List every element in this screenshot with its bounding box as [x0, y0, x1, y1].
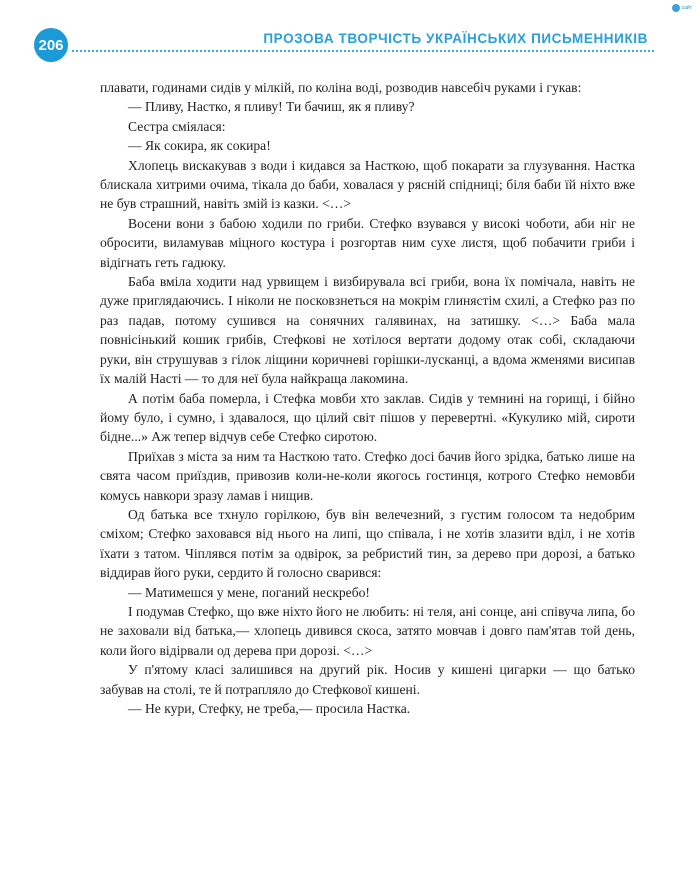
- paragraph: — Як сокира, як сокира!: [128, 138, 271, 154]
- header-dotted-divider: [72, 50, 654, 52]
- paragraph: Восени вони з бабою ходили по гриби. Стефко взувався у високі чоботи, аби ніг не обросити, виламував міцного костура і розгортав ним сухе листя, щоб побачити гриби і відігнать геть гадюку.: [100, 215, 635, 270]
- paragraph: А потім баба померла, і Стефка мовби хто заклав. Сидів у темнині на горищі, і бійно йому було, і сумно, і здавалося, що цілий світ пішов у перевертні. «Кукулико мій, сироти бідне...» Аж тепер відчув себе Стефко сиротою.: [100, 390, 635, 445]
- corner-logo-label: сайт: [681, 5, 692, 11]
- paragraph: І подумав Стефко, що вже ніхто його не любить: ні теля, ані сонце, ані співуча липа, бо не заховали від батька,— хлопець дивився скоса, затято мовчав і довго пам'ятав той день, коли його відірвали од дерева при дорозі. <…>: [100, 603, 635, 658]
- paragraph: Од батька все тхнуло горілкою, був він велечезний, з густим голосом та недобрим сміхом; Стефко заховався від нього на липі, що співала, і не хотів злазити вділ, і не хотів їхати з татом. Чіплявся потім за одвірок, за ребристий тин, за дерево при дорозі, а батько віддирав його руки, сердито й голосно сварився:: [100, 506, 635, 581]
- section-title: ПРОЗОВА ТВОРЧІСТЬ УКРАЇНСЬКИХ ПИСЬМЕННИКІВ: [263, 31, 648, 46]
- page-header: [34, 28, 654, 68]
- paragraph: — Не кури, Стефку, не треба,— просила Настка.: [128, 701, 411, 716]
- paragraph: Баба вміла ходити над урвищем і визбирувала всі гриби, вона їх помічала, навіть не дуже приглядаючись. І ніколи не посковзнеться на мокрім глинястім схилі, а Стефко раз по раз падав, потому сушився на сонячних галявинах, на затишку. <…> Баба мала повнісінький кошик грибів, Стефкові не хотілося вертати додому отак собі, складаючи руки, він струшував з гілок ліщини коричневі горішки-лусканці, а вдома жменями висипав їх малій Насті — то для неї була найкраща лакомина.: [100, 274, 635, 387]
- page-number-badge: 206: [34, 28, 68, 62]
- paragraph: Хлопець вискакував з води і кидався за Насткою, щоб покарати за глузування. Настка блискала хитрими очима, тікала до баби, ховалася у рясній спідниці; біля баби їй ніхто вже не був страшний, навіть змій із казки. <…>: [100, 157, 635, 212]
- paragraph: Сестра сміялася:: [128, 118, 226, 134]
- body-text: [100, 78, 635, 718]
- paragraph: Приїхав з міста за ним та Насткою тато. Стефко досі бачив його зрідка, батько лише на свята часом приїздив, привозив коли-не-коли якогось гостинця, котрого Стефко немовби комусь навкори зразу ламав і нищив.: [100, 448, 635, 503]
- paragraph: плавати, годинами сидів у мілкій, по коліна воді, розводив навсебіч руками і гукав:: [100, 80, 582, 95]
- globe-icon: [672, 4, 680, 12]
- corner-logo: [672, 4, 692, 12]
- paragraph: — Матимешся у мене, поганий нескребо!: [128, 584, 370, 600]
- paragraph: — Пливу, Настко, я пливу! Ти бачиш, як я пливу?: [128, 99, 415, 115]
- paragraph: У п'ятому класі залишився на другий рік. Носив у кишені цигарки — що батько забував на столі, те й потрапляло до Стефкової кишені.: [100, 662, 635, 697]
